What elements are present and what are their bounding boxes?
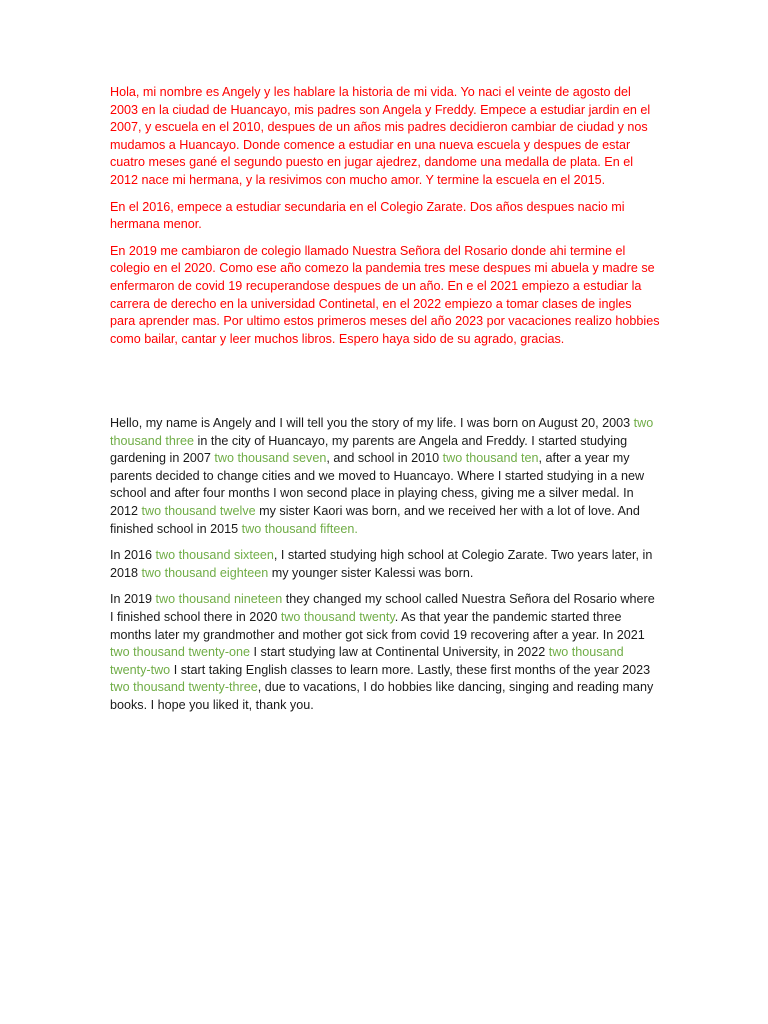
text-run: , and school in 2010 — [326, 451, 443, 466]
number-words: two thousand fifteen. — [241, 521, 358, 536]
text-run: , due to vacations, I do hobbies like dancing, singing and reading many books. I hope you liked it, thank you. — [110, 680, 654, 712]
text-run: In 2019 — [110, 592, 156, 607]
text-run: they changed my school called Nuestra Señora del Rosario where I finished school there in 2020 — [110, 592, 655, 624]
text-run: , after a year my parents decided to change cities and we moved to Huancayo. Where I started studying in a new school and after four months I won second place in playing chess, giving me a silver medal. In 2012 — [110, 451, 645, 518]
number-words: two thousand twenty-three — [110, 680, 258, 695]
text-run: . As that year the pandemic started three months later my grandmother and mother got sick from covid 19 recovering after a year. In 2021 — [110, 609, 645, 642]
number-words: two thousand twelve — [141, 503, 256, 518]
spanish-paragraph-3: En 2019 me cambiaron de colegio llamado Nuestra Señora del Rosario donde ahi termine el colegio en el 2020. Como ese año comezo la pandemia tres mese despues mi abuela y madre se enfermaron de covid 19 recuperandose despues de un año. En e el 2021 empiezo a estudiar la carrera de derecho en la universidad Continetal, en el 2022 empiezo a tomar clases de ingles para aprender mas. Por ultimo estos primeros meses del año 2023 por vacaciones realizo hobbies como bailar, cantar y leer muchos libros. Espero haya sido de su agrado, gracias. — [110, 243, 660, 346]
spanish-section — [110, 84, 660, 357]
text-run: , I started studying high school at Colegio Zarate. Two years later, in 2018 — [110, 548, 653, 580]
english-paragraph-3 — [110, 591, 660, 714]
text-run: in the city of Huancayo, my parents are Angela and Freddy. I started studying gardening in 2007 — [110, 433, 628, 466]
english-section — [110, 415, 660, 724]
number-words: two thousand nineteen — [155, 592, 283, 607]
number-words: two thousand twenty-two — [110, 645, 624, 677]
spanish-paragraph-1: Hola, mi nombre es Angely y les hablare la historia de mi vida. Yo naci el veinte de agosto del 2003 en la ciudad de Huancayo, mis padres son Angela y Freddy. Empece a estudiar jardin en el 2007, y escuela en el 2010, despues de un años mis padres decidieron cambiar de ciudad y nos mudamos a Huancayo. Donde comence a estudiar en una nueva escuela y despues de estar cuatro meses gané el segundo puesto en jugar ajedrez, dandome una medalla de plata. En el 2012 nace mi hermana, y la resivimos con mucho amor. Y termine la escuela en el 2015. — [110, 85, 651, 187]
text-run: Hello, my name is Angely and I will tell you the story of my life. I was born on August 20, 2003 — [110, 416, 634, 430]
number-words: two thousand sixteen — [155, 548, 274, 563]
english-paragraph-1 — [110, 415, 660, 538]
english-paragraph-2 — [110, 547, 660, 582]
number-words: two thousand three — [110, 416, 654, 448]
text-run: I start studying law at Continental University, in 2022 — [250, 645, 549, 660]
text-run: I start taking English classes to learn more. Lastly, these first months of the year 2023 — [170, 662, 651, 677]
text-run: my sister Kaori was born, and we received her with a lot of love. And finished school in 2015 — [110, 503, 640, 536]
number-words: two thousand eighteen — [141, 565, 269, 580]
spanish-paragraph-2: En el 2016, empece a estudiar secundaria en el Colegio Zarate. Dos años despues nacio mi hermana menor. — [110, 199, 625, 232]
number-words: two thousand twenty-one — [110, 645, 251, 660]
text-run: my younger sister Kalessi was born. — [268, 565, 474, 580]
text-run: In 2016 — [110, 548, 156, 563]
number-words: two thousand seven — [214, 451, 327, 466]
number-words: two thousand twenty — [280, 609, 395, 624]
number-words: two thousand ten — [442, 451, 539, 466]
